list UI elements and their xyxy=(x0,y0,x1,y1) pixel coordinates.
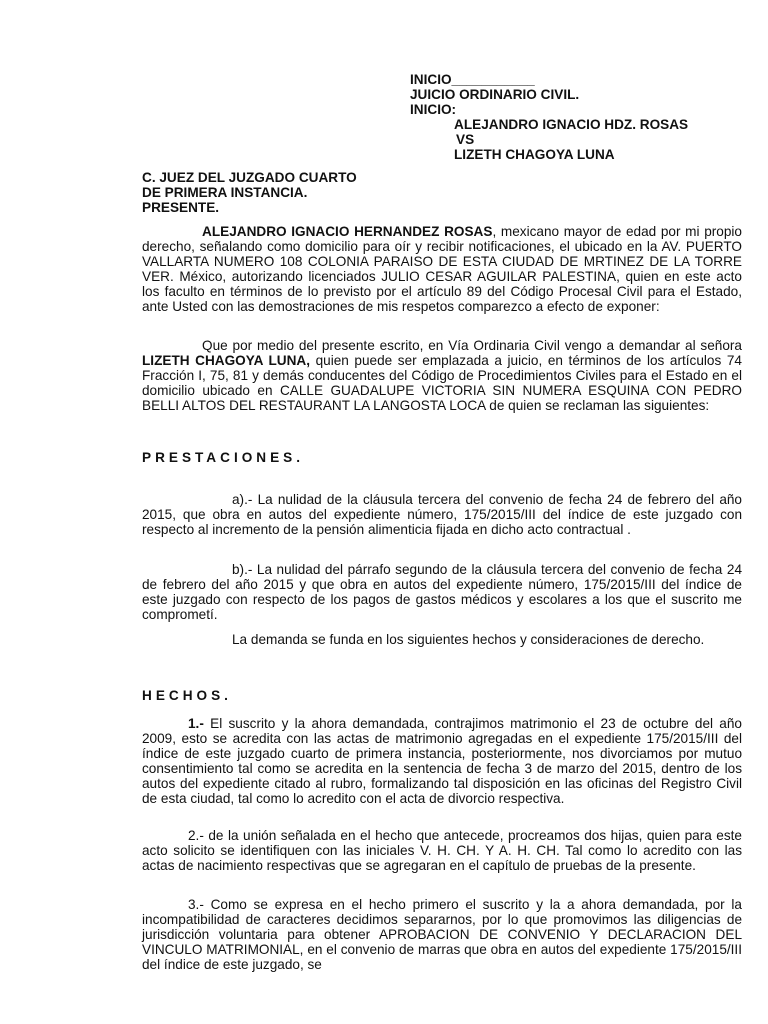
addressee-line-2: DE PRIMERA INSTANCIA. xyxy=(142,185,308,200)
prestacion-b: b).- La nulidad del párrafo segundo de la cláusula tercera del convenio de fecha 24 de febrero del año 2015 y que obra en autos del expediente número, 175/2015/III del índice de este juzgado con respecto de los pagos de gastos médicos y escolares a los que el suscrito me comprometí. xyxy=(142,562,742,622)
vs-label: VS xyxy=(456,132,475,147)
demand-paragraph xyxy=(142,338,742,413)
hecho-1 xyxy=(142,716,742,806)
hecho-2: 2.- de la unión señalada en el hecho que antecede, procreamos dos hijas, quien para este acto solicito se identifiquen con las iniciales V. H. CH. Y A. H. CH. Tal como lo acredito con las actas de nacimiento respectivas que se agregaran en el capítulo de pruebas de la presente. xyxy=(142,828,742,873)
inicio-label: INICIO: xyxy=(410,102,457,117)
actor-name: ALEJANDRO IGNACIO HDZ. ROSAS xyxy=(454,117,689,132)
prestacion-a: a).- La nulidad de la cláusula tercera del convenio de fecha 24 de febrero del año 2015, que obra en autos del expediente número, 175/2015/III del índice de este juzgado con respecto al incremento de la pensión alimenticia fijada en dicho acto contractual . xyxy=(142,492,742,537)
fundamento-paragraph: La demanda se funda en los siguientes hechos y consideraciones de derecho. xyxy=(232,632,705,647)
intro-text: , mexicano mayor de edad por mi propio derecho, señalando como domicilio para oír y recibir notificaciones, el ubicado en la AV. PUERTO VALLARTA NUMERO 108 COLONIA PARAISO DE ESTA CIUDAD DE MRTINEZ DE LA TORRE VER. México, autorizando licenciados JULIO CESAR AGUILAR PALESTINA, quien en este acto los faculto en términos de lo previsto por el artículo 89 del Código Procesal Civil para el Estado, ante Usted con las demostraciones de mis respetos comparezco a efecto de exponer: xyxy=(142,224,742,314)
case-header xyxy=(410,72,750,162)
hecho-1-number: 1.- xyxy=(188,716,204,731)
juicio-type: JUICIO ORDINARIO CIVIL. xyxy=(410,87,580,102)
defendant-name: LIZETH CHAGOYA LUNA xyxy=(454,147,615,162)
intro-paragraph xyxy=(142,224,742,314)
addressee-line-1: C. JUEZ DEL JUZGADO CUARTO xyxy=(142,170,357,185)
hecho-1-text: El suscrito y la ahora demandada, contrajimos matrimonio el 23 de octubre del año 2009, esto se acredita con las actas de matrimonio agregadas en el expediente 175/2015/III del índice de este juzgado cuarto de primera instancia, posteriormente, nos divorciamos por mutuo consentimiento tal como se acredita en la sentencia de fecha 3 de marzo del 2015, dentro de los autos del expediente citado al rubro, formalizando tal disposición en las oficinas del Registro Civil de esta ciudad, tal como lo acredito con el acta de divorcio respectiva. xyxy=(142,716,742,806)
demandada-name: LIZETH CHAGOYA LUNA, xyxy=(142,353,310,368)
addressee-line-3: PRESENTE. xyxy=(142,200,220,215)
inicio-line: INICIO___________ xyxy=(410,72,535,87)
hecho-3: 3.- Como se expresa en el hecho primero el suscrito y la a ahora demandada, por la incompatibilidad de caracteres decidimos separarnos, por lo que promovimos las diligencias de jurisdicción voluntaria para obtener APROBACION DE CONVENIO Y DECLARACION DEL VINCULO MATRIMONIAL, en el convenio de marras que obra en autos del expediente 175/2015/III del índice de este juzgado, se xyxy=(142,897,742,972)
demand-text-post: quien puede ser emplazada a juicio, en términos de los artículos 74 Fracción I, 75, 81 y demás conducentes del Código de Procedimientos Civiles para el Estado en el domicilio ubicado en CALLE GUADALUPE VICTORIA SIN NUMERA ESQUINA CON PEDRO BELLI ALTOS DEL RESTAURANT LA LANGOSTA LOCA de quien se reclaman las siguientes: xyxy=(142,353,742,413)
hechos-heading: HECHOS. xyxy=(142,688,232,703)
prestaciones-heading: PRESTACIONES. xyxy=(142,450,305,465)
demand-text-pre: Que por medio del presente escrito, en Vía Ordinaria Civil vengo a demandar al señora xyxy=(202,338,742,353)
promovente-name: ALEJANDRO IGNACIO HERNANDEZ ROSAS xyxy=(202,224,493,239)
addressee-block xyxy=(142,170,742,215)
